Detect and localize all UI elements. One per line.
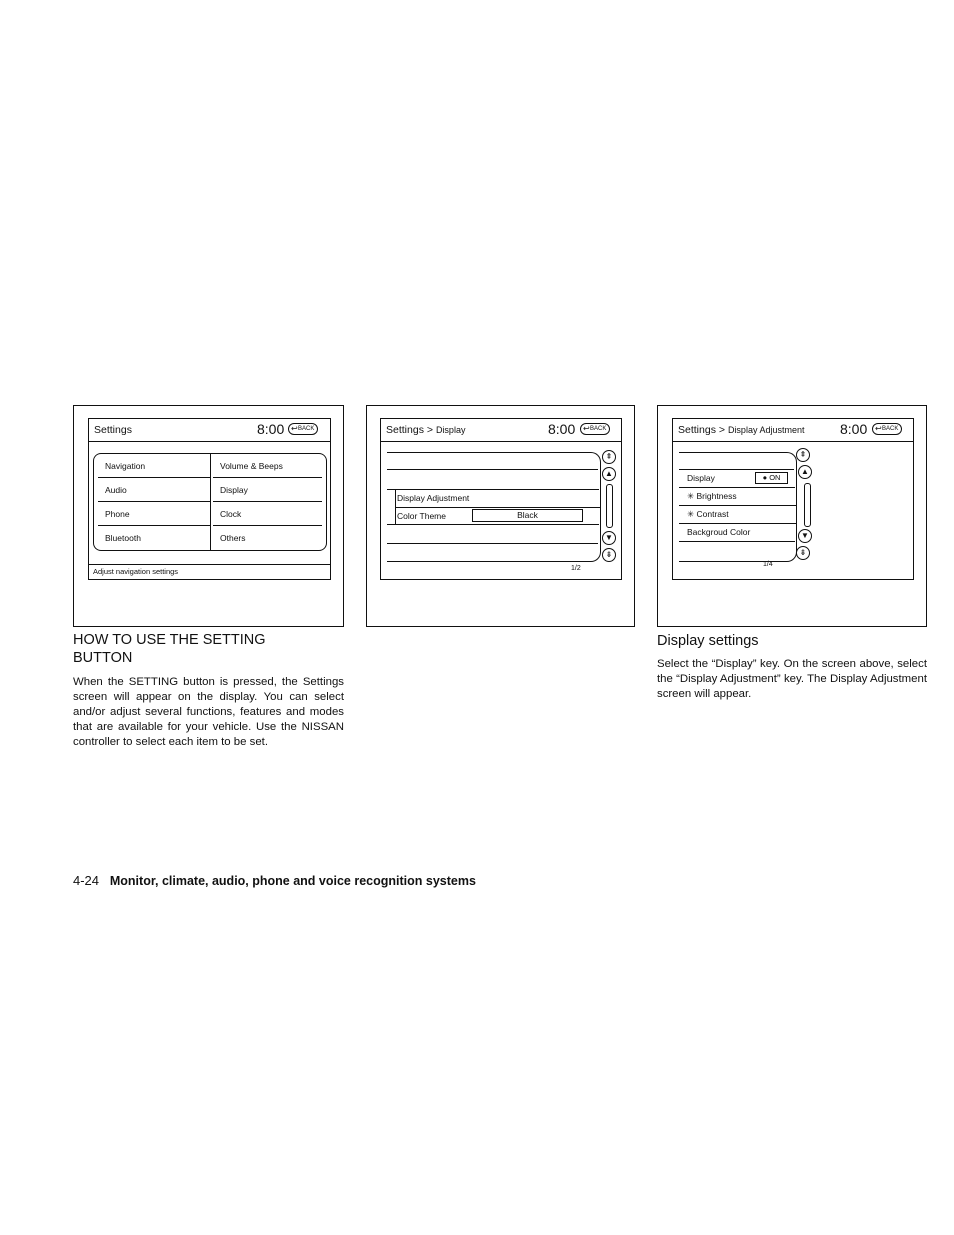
scrollbar[interactable]	[804, 483, 811, 527]
return-arrow-icon: ↩	[583, 424, 590, 433]
divider	[387, 469, 598, 470]
figure-settings-screen	[73, 405, 344, 627]
divider	[213, 501, 322, 502]
divider	[679, 523, 796, 524]
title-settings: Settings	[386, 424, 424, 436]
sun-icon: ✳	[687, 491, 695, 501]
breadcrumb-separator: >	[426, 424, 434, 436]
divider	[395, 507, 601, 508]
divider	[98, 525, 211, 526]
row-background-color[interactable]: Backgroud Color	[687, 527, 751, 537]
divider	[213, 477, 322, 478]
row-display[interactable]: Display	[687, 473, 715, 483]
menu-item-others[interactable]: Others	[220, 533, 246, 543]
toggle-dot-icon: ●	[762, 473, 768, 482]
menu-item-navigation[interactable]: Navigation	[105, 461, 146, 471]
menu-item-clock[interactable]: Clock	[220, 509, 242, 519]
section-heading-display-settings: Display settings	[657, 633, 759, 649]
sun-icon: ✳	[687, 509, 695, 519]
contrast-label: Contrast	[696, 509, 729, 519]
row-display-adjustment[interactable]: Display Adjustment	[397, 493, 470, 503]
page-indicator: 1/4	[763, 561, 773, 568]
up-arrow-icon[interactable]: ▲	[798, 465, 812, 479]
color-theme-value-box[interactable]	[472, 509, 583, 522]
clock-time: 8:00	[548, 421, 576, 437]
row-brightness[interactable]	[687, 491, 737, 502]
menu-item-volume-beeps[interactable]: Volume & Beeps	[220, 461, 283, 471]
back-button[interactable]	[288, 423, 318, 435]
menu-item-display[interactable]: Display	[220, 485, 248, 495]
back-button[interactable]	[872, 423, 902, 435]
divider	[679, 505, 796, 506]
screen-title: Settings	[94, 424, 132, 436]
page-down-icon[interactable]: ⇟	[602, 548, 616, 562]
breadcrumb-display: Display	[435, 425, 466, 435]
page-up-icon[interactable]: ⇞	[796, 448, 810, 462]
divider	[98, 477, 211, 478]
status-divider	[89, 564, 330, 565]
screen-header	[381, 419, 621, 442]
color-theme-value: Black	[517, 510, 538, 520]
down-arrow-icon[interactable]: ▼	[602, 531, 616, 545]
menu-item-phone[interactable]: Phone	[105, 509, 130, 519]
screen-header	[673, 419, 913, 442]
screen-title	[386, 424, 465, 436]
divider	[679, 541, 795, 542]
clock-time: 8:00	[257, 421, 285, 437]
back-button[interactable]	[580, 423, 610, 435]
brightness-label: Brightness	[696, 491, 737, 501]
page-footer	[73, 873, 476, 888]
display-screen	[380, 418, 622, 580]
return-arrow-icon: ↩	[875, 424, 882, 433]
back-label: BACK	[298, 426, 315, 432]
divider	[387, 524, 599, 525]
page-down-icon[interactable]: ⇟	[796, 546, 810, 560]
status-text: Adjust navigation settings	[93, 567, 179, 576]
title-settings: Settings	[678, 424, 716, 436]
toggle-state: ON	[769, 473, 781, 482]
scrollbar[interactable]	[606, 484, 613, 528]
display-adjustment-screen	[672, 418, 914, 580]
display-toggle[interactable]	[755, 472, 788, 484]
return-arrow-icon: ↩	[291, 424, 298, 433]
menu-item-bluetooth[interactable]: Bluetooth	[105, 533, 141, 543]
divider	[387, 489, 599, 490]
menu-item-audio[interactable]: Audio	[105, 485, 127, 495]
figure-display-adjustment-screen	[657, 405, 927, 627]
section-heading-setting-button: HOW TO USE THE SETTING BUTTON	[73, 632, 266, 666]
divider	[387, 543, 598, 544]
page-up-icon[interactable]: ⇞	[602, 450, 616, 464]
section-body-display-settings: Select the “Display” key. On the screen above, select the “Display Adjustment” key. The Display Adjustment screen will appear.	[657, 658, 927, 700]
column-divider	[210, 453, 211, 551]
back-label: BACK	[590, 426, 607, 432]
page-indicator: 1/2	[571, 565, 581, 572]
divider	[213, 525, 322, 526]
row-left-edge	[395, 489, 396, 525]
breadcrumb-separator: >	[718, 424, 726, 436]
row-color-theme[interactable]: Color Theme	[397, 511, 446, 521]
page-number: 4-24	[73, 873, 100, 888]
down-arrow-icon[interactable]: ▼	[798, 529, 812, 543]
divider	[98, 501, 211, 502]
figure-display-screen	[366, 405, 635, 627]
breadcrumb-display-adjustment: Display Adjustment	[727, 425, 805, 435]
divider	[679, 487, 795, 488]
settings-screen	[88, 418, 331, 580]
chapter-title: Monitor, climate, audio, phone and voice recognition systems	[109, 874, 476, 888]
back-label: BACK	[882, 426, 899, 432]
screen-header	[89, 419, 330, 442]
screen-title	[678, 424, 804, 436]
divider	[679, 469, 794, 470]
clock-time: 8:00	[840, 421, 868, 437]
up-arrow-icon[interactable]: ▲	[602, 467, 616, 481]
section-body-setting-button: When the SETTING button is pressed, the Settings screen will appear on the display. You can select and/or adjust several functions, features and modes that are available for your vehicle. Use the NISSAN controller to select each item to be set.	[73, 676, 344, 748]
row-contrast[interactable]	[687, 509, 729, 520]
